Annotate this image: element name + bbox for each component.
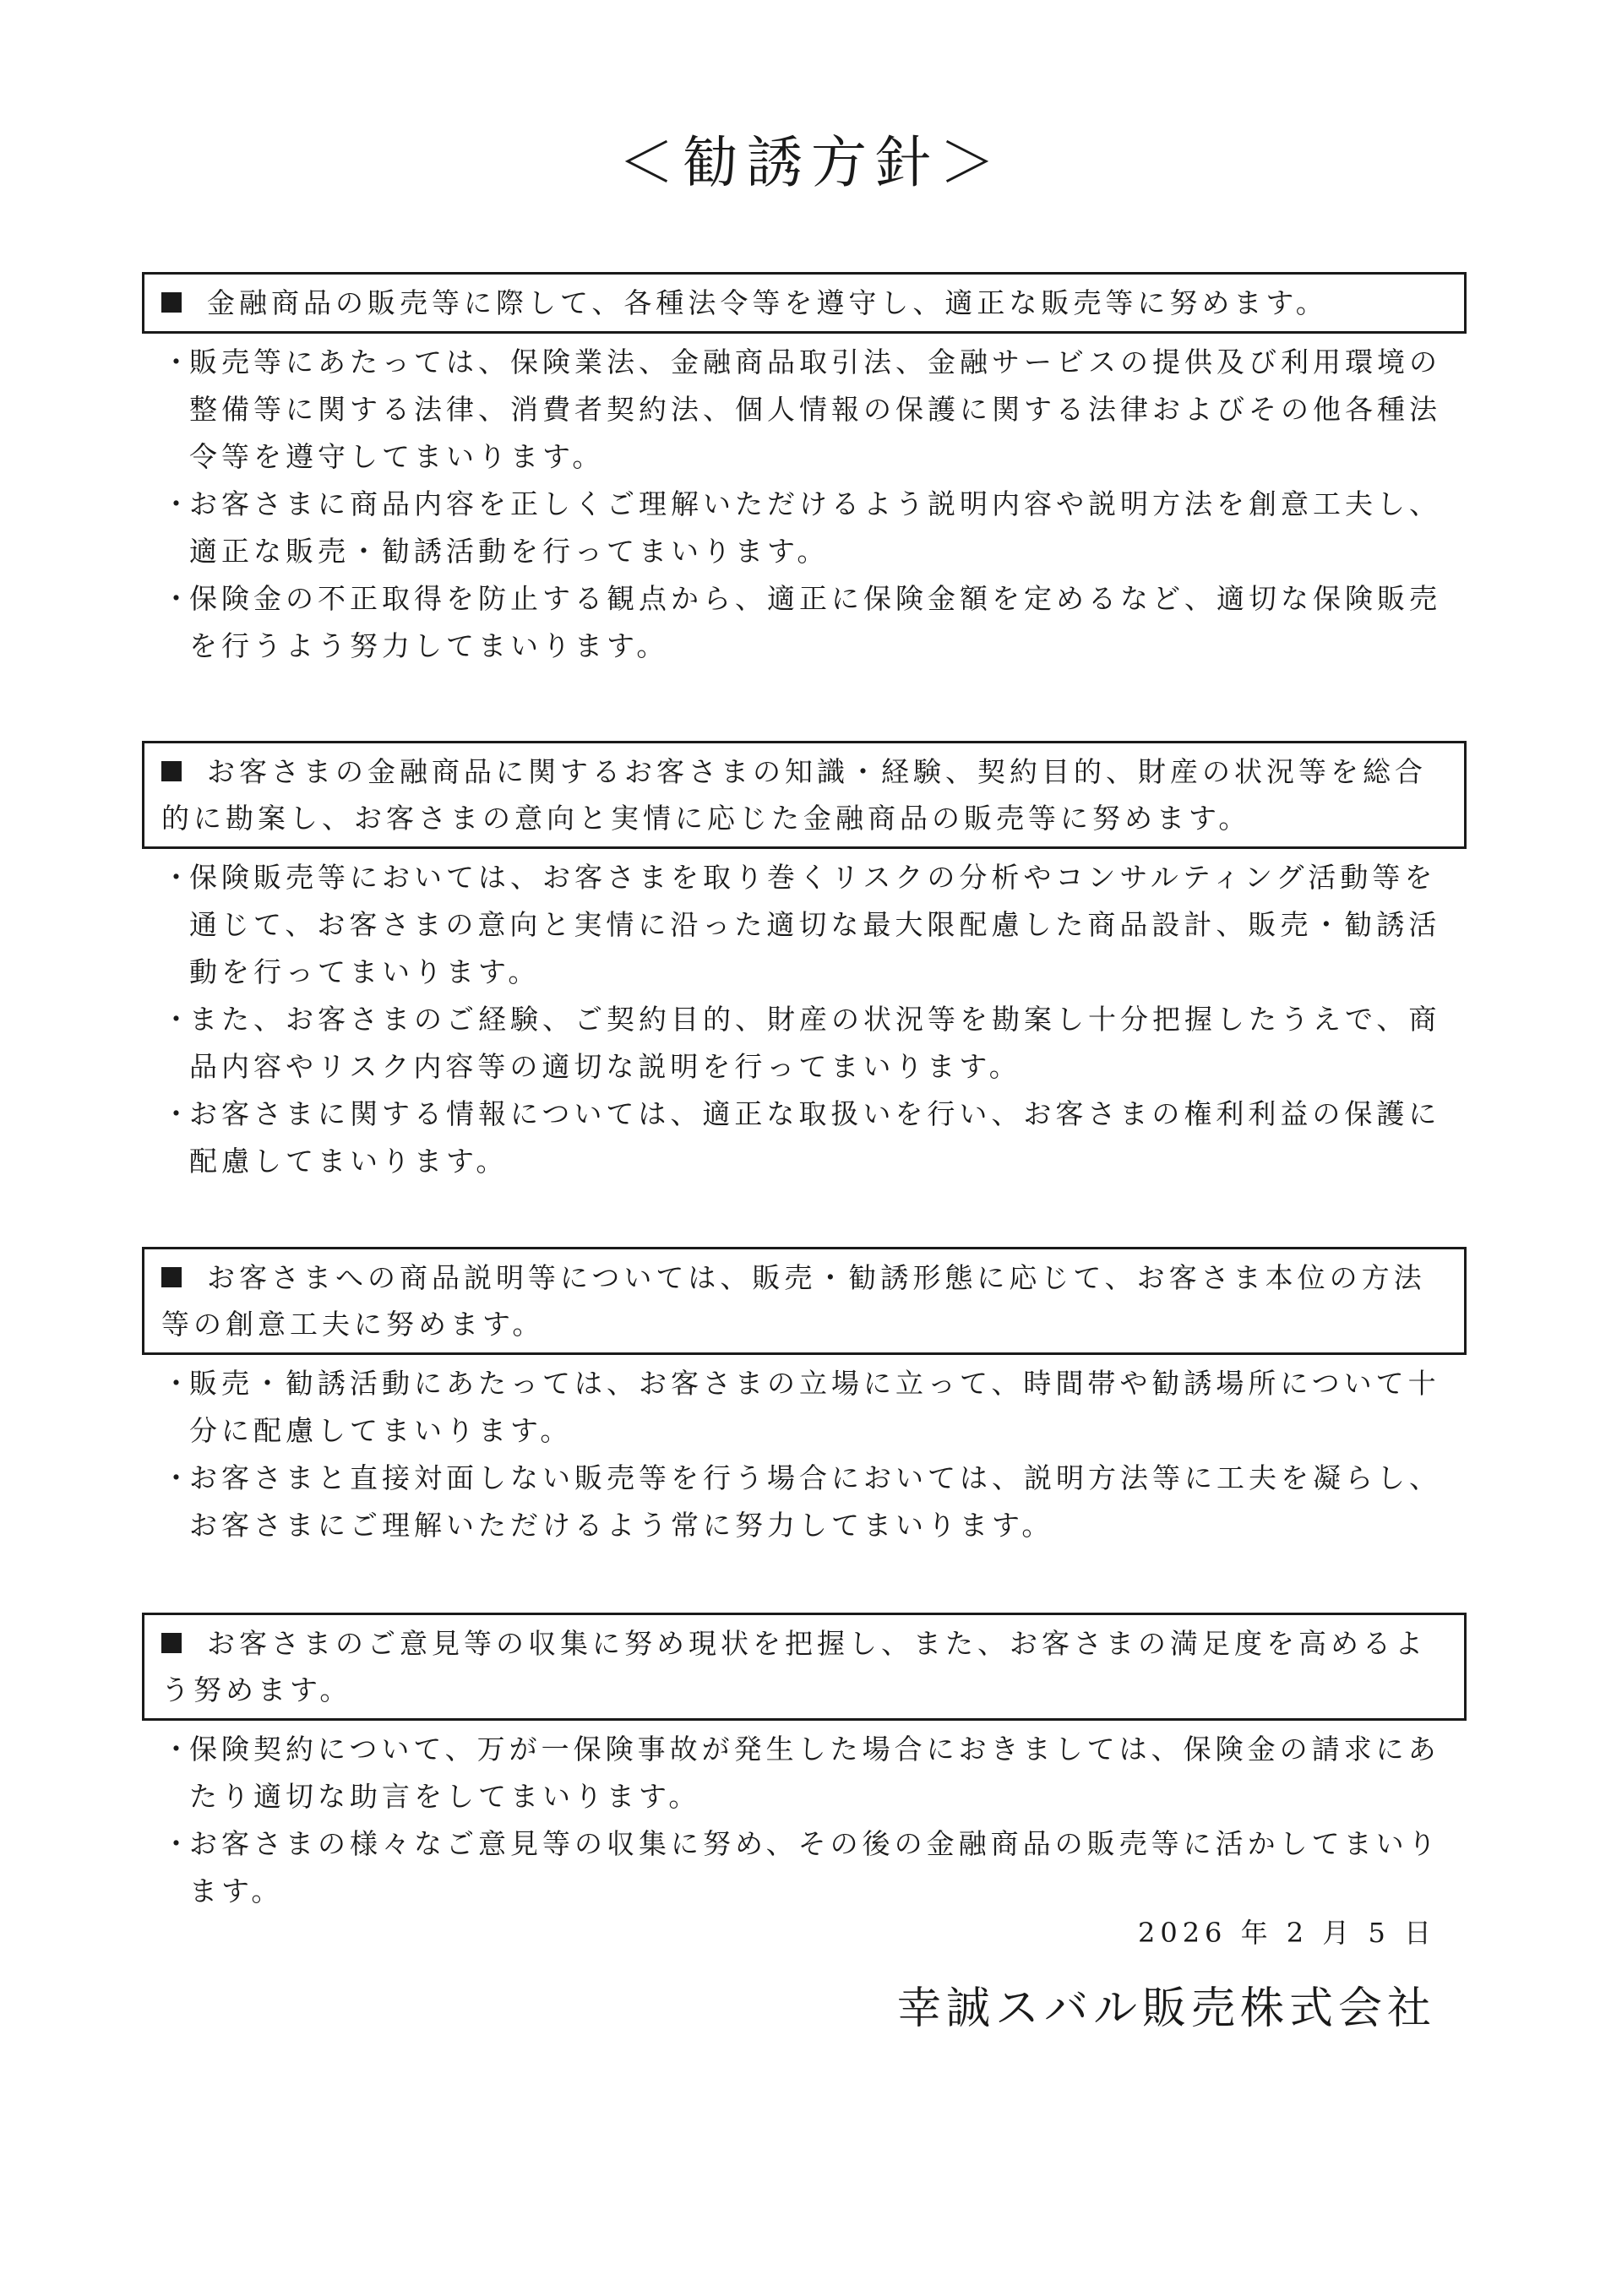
section-item-list [142,339,1467,670]
bullet-dot-icon: ・ [162,1461,194,1494]
section-header-box [142,272,1467,334]
bullet-dot-icon: ・ [162,1733,194,1766]
section-heading: お客さまのご意見等の収集に努め現状を把握し、また、お客さまの満足度を高めるよう努めます。 [161,1627,1427,1706]
section-heading: お客さまへの商品説明等については、販売・勧誘形態に応じて、お客さま本位の方法等の創意工夫に努めます。 [161,1261,1426,1341]
black-square-icon [161,1633,182,1653]
section-item-list [142,854,1467,1185]
list-item [142,481,1467,575]
list-item-text: お客さまに関する情報については、適正な取扱いを行い、お客さまの権利利益の保護に配慮してまいります。 [189,1097,1441,1178]
list-item-text: お客さまと直接対面しない販売等を行う場合においては、説明方法等に工夫を凝らし、お客さまにご理解いただけるよう常に努力してまいります。 [189,1461,1441,1542]
section-item-list [142,1726,1467,1915]
list-item [142,339,1467,481]
company-name: 幸誠スバル販売株式会社 [896,1983,1436,2034]
list-item [142,854,1467,996]
bullet-dot-icon: ・ [162,1097,194,1130]
list-item-text: 販売・勧誘活動にあたっては、お客さまの立場に立って、時間帯や勧誘場所について十分に配慮してまいります。 [189,1367,1440,1447]
list-item [142,1091,1467,1185]
bullet-dot-icon: ・ [162,345,194,378]
list-item-text: 保険販売等においては、お客さまを取り巻くリスクの分析やコンサルティング活動等を通じて、お客さまの意向と実情に沿った適切な最大限配慮した商品設計、販売・勧誘活動を行ってまいります。 [189,861,1441,988]
section-header-box [142,1247,1467,1355]
list-item-text: 保険金の不正取得を防止する観点から、適正に保険金額を定めるなど、適切な保険販売を行うよう努力してまいります。 [189,582,1441,662]
section-header-box [142,741,1467,849]
list-item [142,1726,1467,1820]
section-header-box [142,1613,1467,1721]
black-square-icon [161,292,182,313]
section-item-list [142,1360,1467,1549]
bullet-dot-icon: ・ [162,861,194,894]
list-item-text: お客さまの様々なご意見等の収集に努め、その後の金融商品の販売等に活かしてまいります。 [189,1827,1440,1907]
list-item-text: お客さまに商品内容を正しくご理解いただけるよう説明内容や説明方法を創意工夫し、適正な販売・勧誘活動を行ってまいります。 [189,487,1441,568]
policy-section-2 [142,741,1467,1185]
policy-section-3 [142,1247,1467,1549]
issue-date: 2026 年 2 月 5 日 [1137,1917,1436,1949]
list-item [142,996,1467,1091]
policy-section-1 [142,272,1467,670]
list-item [142,575,1467,670]
bullet-dot-icon: ・ [162,582,194,615]
document-title: ＜勧誘方針＞ [618,130,1004,195]
black-square-icon [161,761,182,781]
list-item-text: また、お客さまのご経験、ご契約目的、財産の状況等を勘案し十分把握したうえで、商品内容やリスク内容等の適切な説明を行ってまいります。 [189,1003,1441,1083]
list-item [142,1820,1467,1915]
list-item-text: 保険契約について、万が一保険事故が発生した場合におきましては、保険金の請求にあたり適切な助言をしてまいります。 [189,1733,1440,1813]
bullet-dot-icon: ・ [162,1367,194,1400]
section-heading: お客さまの金融商品に関するお客さまの知識・経験、契約目的、財産の状況等を総合的に勘案し、お客さまの意向と実情に応じた金融商品の販売等に努めます。 [161,755,1427,835]
list-item [142,1455,1467,1549]
bullet-dot-icon: ・ [162,1827,194,1860]
list-item-text: 販売等にあたっては、保険業法、金融商品取引法、金融サービスの提供及び利用環境の整備等に関する法律、消費者契約法、個人情報の保護に関する法律およびその他各種法令等を遵守してまいります。 [189,345,1441,473]
black-square-icon [161,1267,182,1287]
list-item [142,1360,1467,1455]
section-heading: 金融商品の販売等に際して、各種法令等を遵守し、適正な販売等に努めます。 [207,286,1328,319]
bullet-dot-icon: ・ [162,1003,194,1036]
bullet-dot-icon: ・ [162,487,194,520]
policy-section-4 [142,1613,1467,1915]
